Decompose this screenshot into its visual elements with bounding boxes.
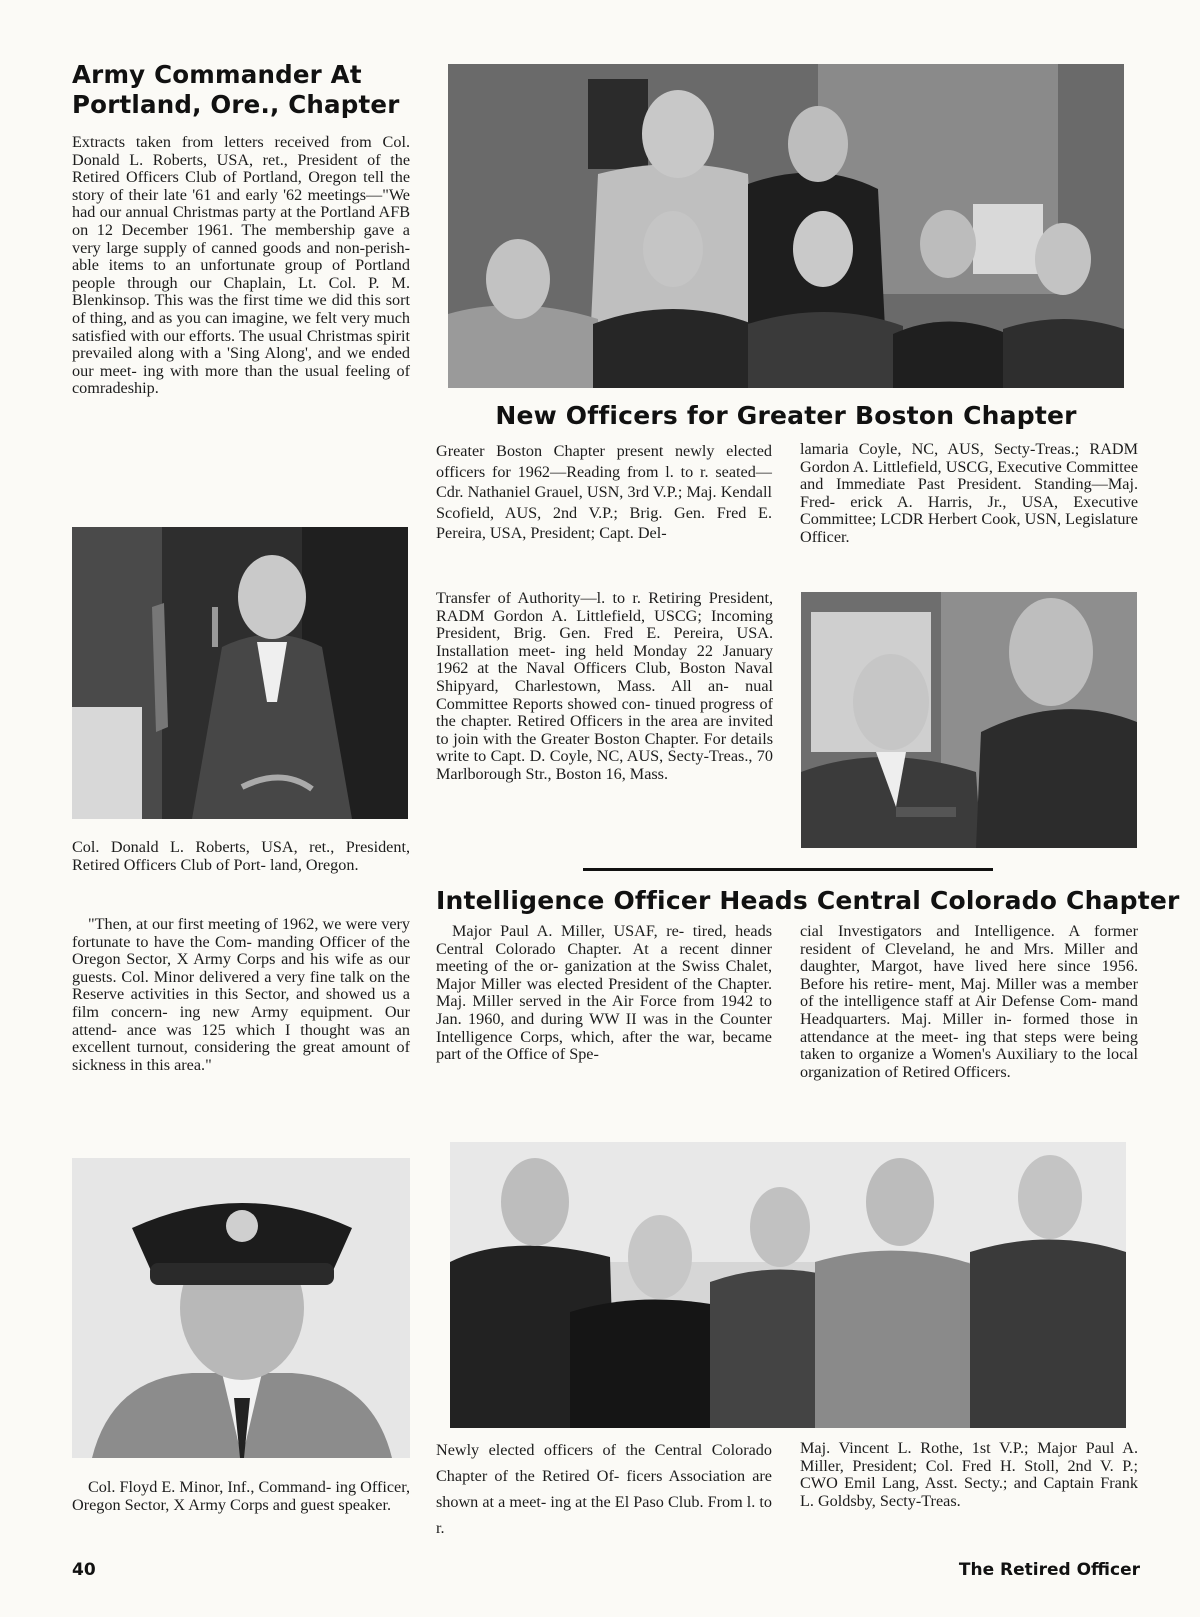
section-divider-rule [583, 868, 993, 871]
photo-minor-caption: Col. Floyd E. Minor, Inf., Command- ing Officer, Oregon Sector, X Army Corps and guest speaker. [72, 1478, 410, 1514]
boston-caption-col1: Greater Boston Chapter present newly elected officers for 1962—Reading from l. to r. seated—Cdr. Nathaniel Grauel, USN, 3rd V.P.; Maj. Kendall Scofield, AUS, 2nd V.P.; Brig. Gen. Fred E. Pereira, USA, President; Capt. Del- [436, 442, 772, 542]
photo-col-minor-portrait [72, 1158, 410, 1458]
portland-headline-line2: Portland, Ore., Chapter [72, 90, 400, 119]
photo-colorado-officers-group [450, 1142, 1126, 1428]
photo-transfer-of-authority [801, 592, 1137, 848]
photo-col-roberts-at-podium [72, 527, 408, 819]
boston-headline: New Officers for Greater Boston Chapter [495, 401, 1077, 430]
portland-body-paragraph-1: Extracts taken from letters received from Col. Donald L. Roberts, USA, ret., President of the Retired Officers Club of Portland, Oregon tell the story of their late '61 and early '62 meetings—"We had our annual Christmas party at the Portland AFB on 12 December 1961. The membership gave a very large supply of canned goods and non-perish- able items to an unfortunate group of Portland people through our Chaplain, Lt. Col. P. M. Blenkinsop. This was the first time we did this sort of thing, and as you can imagine, we felt very much satisfied with our efforts. The usual Christmas spirit prevailed along with a 'Sing Along', and we ended our meet- ing with more than the usual feeling of comradeship. [72, 133, 410, 398]
page-number: 40 [72, 1560, 96, 1580]
portland-body-paragraph-2: "Then, at our first meeting of 1962, we were very fortunate to have the Com- manding Officer of the Oregon Sector, X Army Corps and his wife as our guests. Col. Minor delivered a very fine talk on the Reserve activities in this Sector, and showed us a film concern- ing new Army equipment. Our attend- ance was 125 which I thought was an excellent turnout, considering the great amount of sickness in this area." [72, 915, 410, 1074]
portland-headline [72, 60, 410, 120]
photo-roberts-caption: Col. Donald L. Roberts, USA, ret., President, Retired Officers Club of Port- land, Oregon. [72, 838, 410, 874]
portland-headline-line1: Army Commander At [72, 60, 362, 89]
publication-name: The Retired Officer [958, 1560, 1140, 1580]
colorado-body-col1: Major Paul A. Miller, USAF, re- tired, heads Central Colorado Chapter. At a recent dinner meeting of the or- ganization at the Swiss Chalet, Major Miller was elected President of the Chapter. Maj. Miller served in the Air Force from 1942 to Jan. 1960, and during WW II was in the Counter Intelligence Corps, which, after the war, became part of the Office of Spe- [436, 922, 772, 1064]
photo-boston-officers-group [448, 64, 1124, 388]
colorado-caption-col2: Maj. Vincent L. Rothe, 1st V.P.; Major Paul A. Miller, President; Col. Fred H. Stoll, 2nd V. P.; CWO Emil Lang, Asst. Secty.; and Captain Frank L. Goldsby, Secty-Treas. [800, 1439, 1138, 1510]
boston-transfer-text: Transfer of Authority—l. to r. Retiring President, RADM Gordon A. Littlefield, USCG; Incoming President, Brig. Gen. Fred E. Pereira, USA. Installation meet- ing held Monday 22 January 1962 at the Naval Officers Club, Boston Naval Shipyard, Charlestown, Mass. All an- nual Committee Reports showed con- tinued progress of the chapter. Retired Officers in the area are invited to join with the Greater Boston Chapter. For details write to Capt. D. Coyle, NC, AUS, Secty-Treas., 70 Marlborough Str., Boston 16, Mass. [436, 589, 773, 783]
colorado-body-col2: cial Investigators and Intelligence. A former resident of Cleveland, he and Mrs. Miller and daughter, Margot, have lived here since 1956. Before his retire- ment, Maj. Miller was a member of the intelligence staff at Air Defense Com- mand Headquarters. Maj. Miller in- formed those in attendance at the meet- ing that steps were being taken to organize a Women's Auxiliary to the local organization of Retired Officers. [800, 922, 1138, 1081]
colorado-headline: Intelligence Officer Heads Central Colorado Chapter [436, 886, 1180, 915]
colorado-caption-col1: Newly elected officers of the Central Colorado Chapter of the Retired Of- ficers Association are shown at a meet- ing at the El Paso Club. From l. to r. [436, 1441, 772, 1537]
portland-article [72, 60, 410, 398]
boston-caption-col2: lamaria Coyle, NC, AUS, Secty-Treas.; RADM Gordon A. Littlefield, USCG, Executive Committee and Immediate Past President. Standing—Maj. Fred- erick A. Harris, Jr., USA, Executive Committee; LCDR Herbert Cook, USN, Legislature Officer. [800, 440, 1138, 546]
